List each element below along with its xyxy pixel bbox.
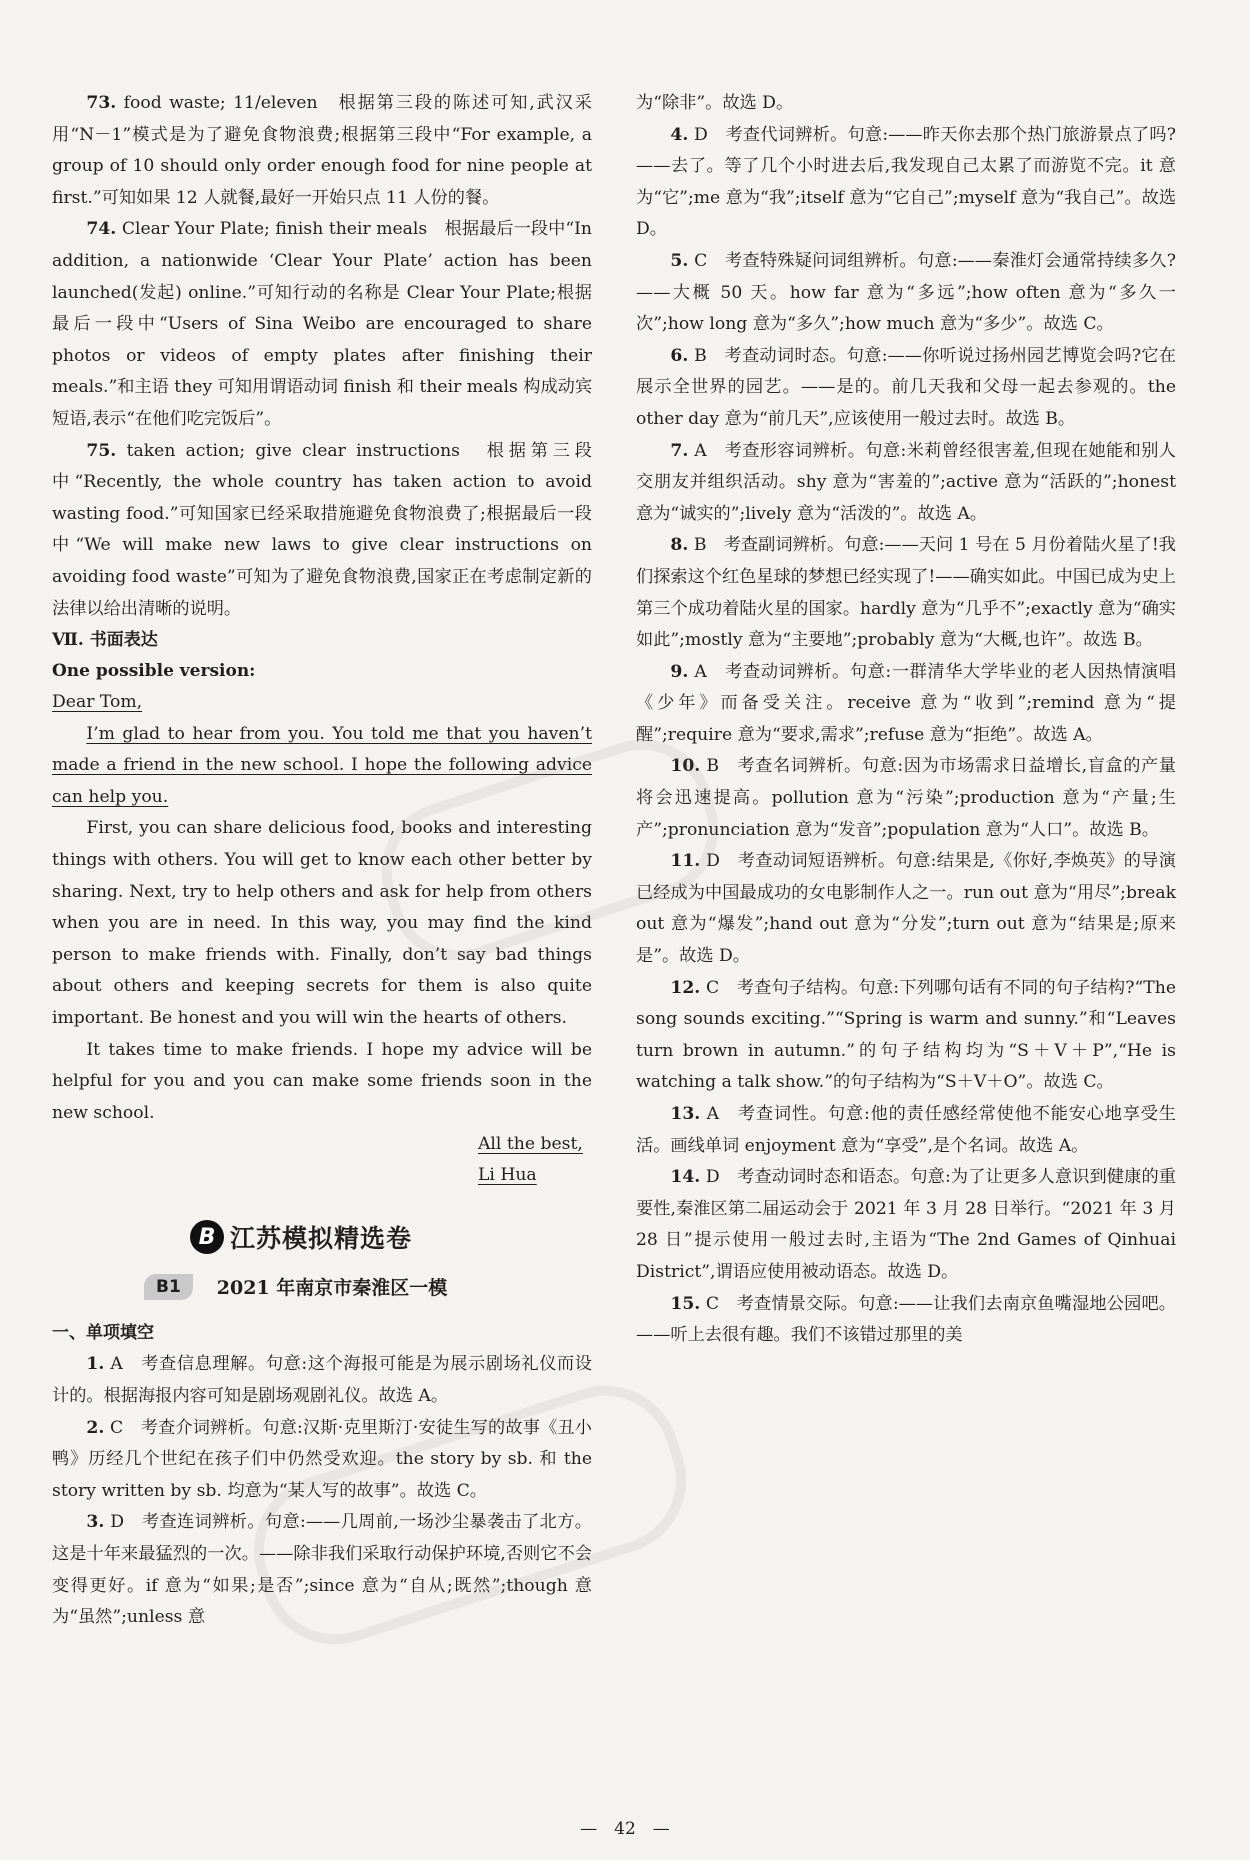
exam-title: 2021 年南京市秦淮区一模 [216,1277,448,1300]
answer-14: 14. D 考查动词时态和语态。句意:为了让更多人意识到健康的重要性,秦淮区第二届运动会于 2021 年 3 月 28 日举行。“2021 年 3 月 28 日”提示使用一般过去时,主语为“The 2nd Games of Qinhuai District”,谓语应使用被动语态。故选 D。 [636,1167,1176,1282]
answer-12: 12. C 考查句子结构。句意:下列哪句话有不同的句子结构?“The song sounds exciting.”“Spring is warm and sunny.”和“Leaves turn brown in autumn.”的句子结构均为“S＋V＋P”,“He is watching a talk show.”的句子结构为“S＋V＋O”。故选 C。 [636,977,1176,1093]
section-writing-heading: Ⅶ. 书面表达 [52,630,158,651]
answer-13: 13. A 考查词性。句意:他的责任感经常使他不能安心地享受生活。画线单词 enjoyment 意为“享受”,是个名词。故选 A。 [636,1104,1176,1156]
answer-73: 73. food waste; 11/eleven 根据第三段的陈述可知,武汉采用“N－1”模式是为了避免食物浪费;根据第三段中“For example, a group of 10 should only order enough food for nine people at first.”可知如果 12 人就餐,最好一开始只点 11 人份的餐。 [52,93,592,208]
letter-signature: Li Hua [478,1165,537,1186]
answer-3: 3. D 考查连词辨析。句意:——几周前,一场沙尘暴袭击了北方。这是十年来最猛烈的一次。——除非我们采取行动保护环境,否则它不会变得更好。if 意为“如果;是否”;since 意为“自从;既然”;though 意为“虽然”;unless 意 [52,1512,592,1628]
right-column [636,88,1176,1352]
section-single-choice-heading: 一、单项填空 [52,1323,154,1344]
answer-74: 74. Clear Your Plate; finish their meals 根据最后一段中“In addition, a nationwide ‘Clear Your Plate’ action has been launched(发起) online.”可知行动的名称是 Clear Your Plate;根据最后一段中“Users of Sina Weibo are encouraged to share photos or videos of empty plates after finishing their meals.”和主语 they 可知用谓语动词 finish 和 their meals 构成动宾短语,表示“在他们吃完饭后”。 [52,219,593,429]
banner-badge: B [190,1220,224,1254]
answer-75: 75. taken action; give clear instructions 根据第三段中“Recently, the whole country has taken action to avoid wasting food.”可知国家已经采取措施避免食物浪费了;根据最后一段中“We will make new laws to give clear instructions on avoiding food waste”可知为了避免食物浪费,国家正在考虑制定新的法律以给出清晰的说明。 [52,440,592,619]
letter-closing: All the best, [478,1134,583,1155]
answer-6: 6. B 考查动词时态。句意:——你听说过扬州园艺博览会吗?它在展示全世界的园艺。——是的。前几天我和父母一起去参观的。the other day 意为“前几天”,应该使用一般过去时。故选 B。 [636,345,1176,429]
answer-9: 9. A 考查动词辨析。句意:一群清华大学毕业的老人因热情演唱《少年》而备受关注。receive 意为“收到”;remind 意为“提醒”;require 意为“要求,需求”;refuse 意为“拒绝”。故选 A。 [636,661,1176,745]
letter-greeting: Dear Tom, [52,692,143,713]
exam-subheading [144,1273,592,1300]
answer-8: 8. B 考查副词辨析。句意:——天问 1 号在 5 月份着陆火星了!我们探索这个红色星球的梦想已经实现了!——确实如此。中国已成为史上第三个成功着陆火星的国家。hardly 意为“几乎不”;exactly 意为“确实如此”;mostly 意为“主要地”;probably 意为“大概,也许”。故选 B。 [636,535,1176,651]
answer-10: 10. B 考查名词辨析。句意:因为市场需求日益增长,盲盒的产量将会迅速提高。pollution 意为“污染”;production 意为“产量;生产”;pronunciation 意为“发音”;population 意为“人口”。故选 B。 [636,756,1176,840]
banner-title: 江苏模拟精选卷 [230,1224,413,1254]
answer-5: 5. C 考查特殊疑问词组辨析。句意:——秦淮灯会通常持续多久?——大概 50 天。how far 意为“多远”;how often 意为“多久一次”;how long 意为“多久”;how much 意为“多少”。故选 C。 [636,250,1176,335]
letter-paragraph-1: I’m glad to hear from you. You told me that you haven’t made a friend in the new school. I hope the following advice can help you. [52,723,592,807]
letter-paragraph-2: First, you can share delicious food, books and interesting things with others. You will get to know each other better by sharing. Next, try to help others and ask for help from others when you are in need. In this way, you may find the kind person to make friends with. Finally, don’t say bad things about others and keeping secrets for them is also quite important. Be honest and you will win the hearts of others. [52,818,592,1029]
answer-4: 4. D 考查代词辨析。句意:——昨天你去那个热门旅游景点了吗?——去了。等了几个小时进去后,我发现自己太累了而游览不完。it 意为“它”;me 意为“我”;itself 意为“它自己”;myself 意为“我自己”。故选 D。 [636,124,1177,240]
answer-2: 2. C 考查介词辨析。句意:汉斯·克里斯汀·安徒生写的故事《丑小鸭》历经几个世纪在孩子们中仍然受欢迎。the story by sb. 和 the story written by sb. 均意为“某人写的故事”。故选 C。 [52,1417,592,1501]
answer-3-continued: 为“除非”。故选 D。 [636,93,794,113]
page-number: — 42 — [580,1819,670,1839]
answer-1: 1. A 考查信息理解。句意:这个海报可能是为展示剧场礼仪而设计的。根据海报内容可知是剧场观剧礼仪。故选 A。 [52,1354,592,1406]
letter-paragraph-3: It takes time to make friends. I hope my advice will be helpful for you and you can make some friends soon in the new school. [52,1039,592,1123]
left-column [52,88,592,1634]
section-banner [190,1217,592,1257]
exam-badge: B1 [144,1274,193,1300]
answer-11: 11. D 考查动词短语辨析。句意:结果是,《你好,李焕英》的导演已经成为中国最成功的女电影制作人之一。run out 意为“用尽”;break out 意为“爆发”;hand out 意为“分发”;turn out 意为“结果是;原来是”。故选 D。 [636,851,1176,967]
sample-version-label: One possible version: [52,661,256,682]
answer-7: 7. A 考查形容词辨析。句意:米莉曾经很害羞,但现在她能和别人交朋友并组织活动。shy 意为“害羞的”;active 意为“活跃的”;honest 意为“诚实的”;lively 意为“活泼的”。故选 A。 [636,440,1176,524]
answer-15: 15. C 考查情景交际。句意:——让我们去南京鱼嘴湿地公园吧。——听上去很有趣。我们不该错过那里的美 [636,1293,1176,1346]
